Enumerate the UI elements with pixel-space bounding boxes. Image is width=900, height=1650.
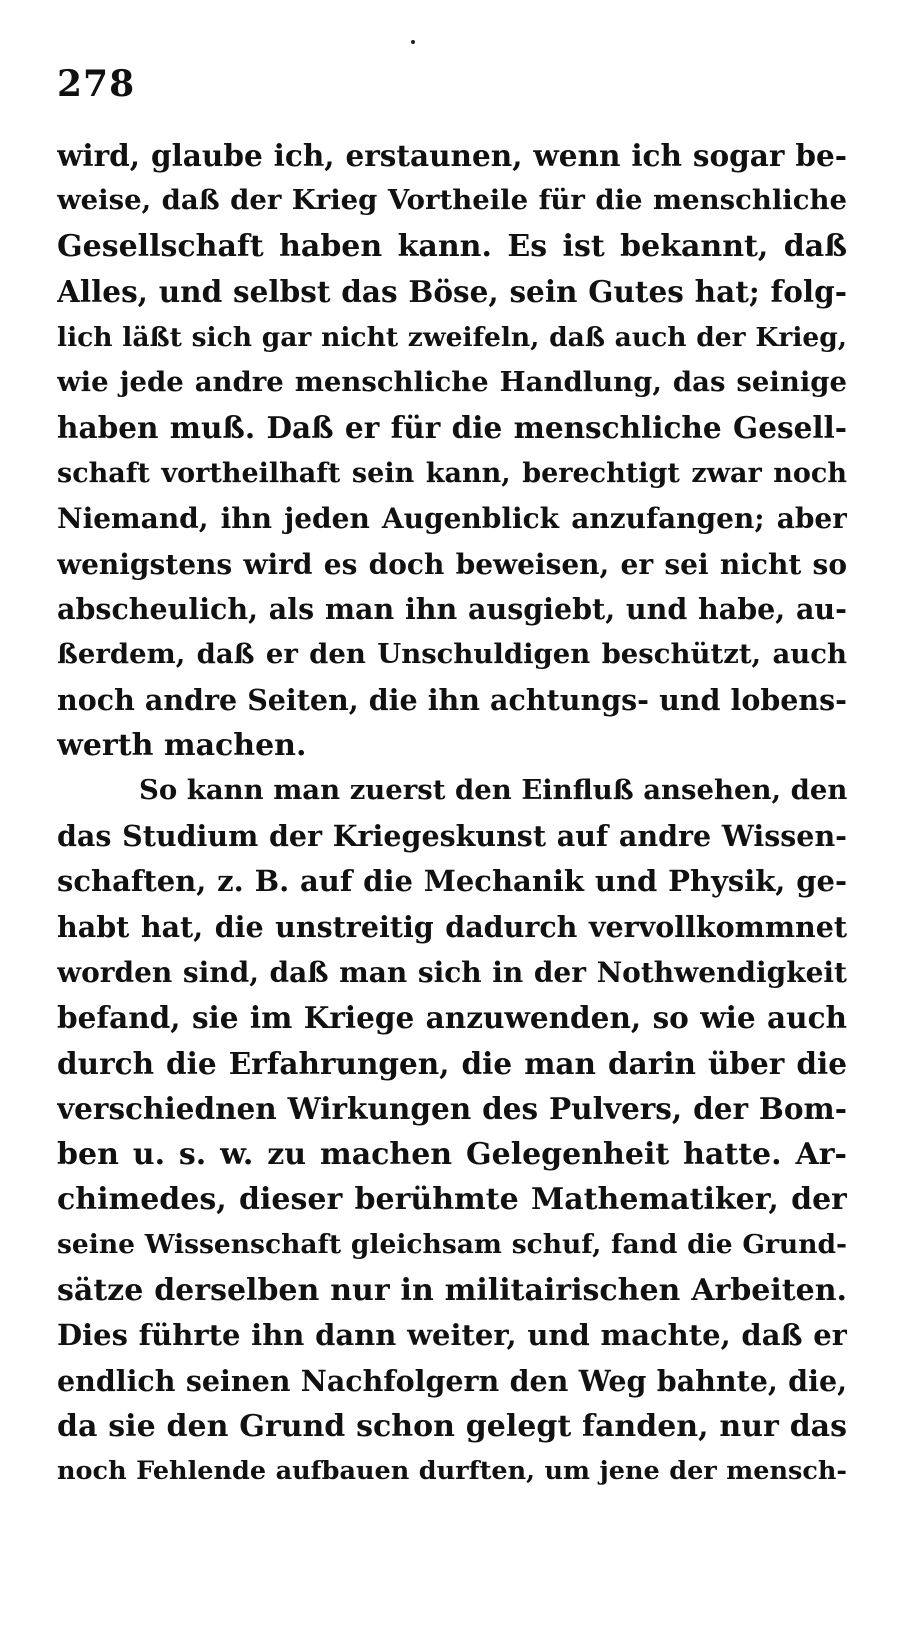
text-line: endlich seinen Nachfolgern den Weg bahnte, die, <box>57 1363 847 1398</box>
paragraph-1 <box>57 133 847 768</box>
print-mark <box>411 40 415 44</box>
text-line: Gesellschaft haben kann. Es ist bekannt, daß <box>57 228 847 264</box>
text-line: abscheulich, als man ihn ausgiebt, und habe, au- <box>57 591 847 626</box>
text-line: Alles, und selbst das Böse, sein Gutes hat; folg- <box>57 274 847 310</box>
text-line: Niemand, ihn jeden Augenblick anzufangen; aber <box>57 502 847 536</box>
text-line: durch die Erfahrungen, die man darin über die <box>57 1045 847 1081</box>
text-line: So kann man zuerst den Einfluß ansehen, den <box>139 774 847 807</box>
body-text <box>57 133 847 1495</box>
text-line: noch andre Seiten, die ihn achtungs- und lobens- <box>57 682 847 717</box>
text-line: das Studium der Kriegeskunst auf andre Wissen- <box>57 818 847 853</box>
page-number: 278 <box>57 63 136 105</box>
text-line: worden sind, daß man sich in der Nothwendigkeit <box>57 956 847 990</box>
text-line: haben muß. Daß er für die menschliche Gesell- <box>57 410 847 446</box>
text-line: schaft vortheilhaft sein kann, berechtigt zwar noch <box>57 457 847 489</box>
text-line: noch Fehlende aufbauen durften, um jene der mensch- <box>57 1456 847 1487</box>
text-line: ben u. s. w. zu machen Gelegenheit hatte. Ar- <box>57 1136 847 1172</box>
text-line: sätze derselben nur in militairischen Arbeiten. <box>57 1272 847 1308</box>
text-line: lich läßt sich gar nicht zweifeln, daß auch der Krieg, <box>57 321 847 353</box>
text-line: chimedes, dieser berühmte Mathematiker, der <box>57 1181 847 1217</box>
paragraph-2 <box>57 768 847 1494</box>
text-line: Dies führte ihn dann weiter, und machte, daß er <box>57 1318 847 1353</box>
text-line: wird, glaube ich, erstaunen, wenn ich sogar be- <box>57 138 847 173</box>
text-line: ßerdem, daß er den Unschuldigen beschützt, auch <box>57 638 847 671</box>
text-line: befand, sie im Kriege anzuwenden, so wie auch <box>57 1000 847 1036</box>
text-line: seine Wissenschaft gleichsam schuf, fand die Grund- <box>57 1229 847 1261</box>
text-line: habt hat, die unstreitig dadurch vervollkommnet <box>57 909 847 944</box>
text-line: verschiednen Wirkungen des Pulvers, der Bom- <box>57 1091 847 1127</box>
text-line: werth machen. <box>57 728 307 764</box>
text-line: da sie den Grund schon gelegt fanden, nur das <box>57 1408 847 1444</box>
text-line: wenigstens wird es doch beweisen, er sei nicht so <box>57 547 847 581</box>
text-line: weise, daß der Krieg Vortheile für die menschliche <box>57 184 847 217</box>
text-line: wie jede andre menschliche Handlung, das seinige <box>57 365 847 398</box>
text-line: schaften, z. B. auf die Mechanik und Physik, ge- <box>57 864 847 899</box>
